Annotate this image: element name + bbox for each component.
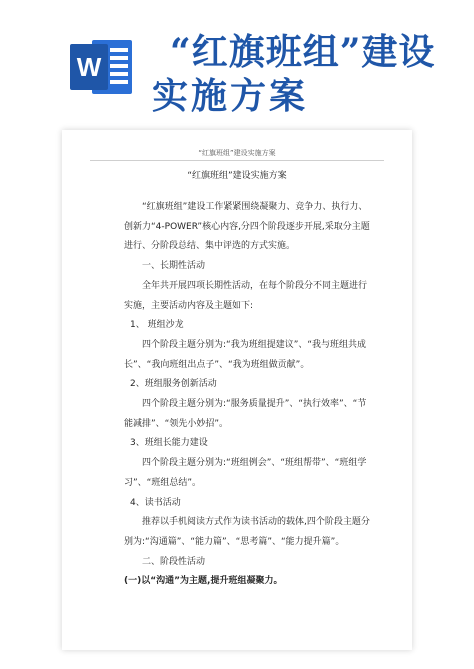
section-heading: 一、长期性活动 [142, 261, 206, 272]
cover-title-line1: “红旗班组”建设 [170, 31, 436, 73]
svg-text:W: W [76, 52, 102, 82]
body-paragraph: 全年共开展四项长期性活动，在每个阶段分不同主题进行实施，主要活动内容及主题如下: [124, 280, 368, 311]
subsection-heading: 1、 班组沙龙 [130, 320, 184, 331]
subsection-heading: 4、读书活动 [130, 497, 181, 508]
bold-subheading: (一)以“沟通”为主题,提升班组凝聚力。 [124, 576, 283, 587]
header-divider [90, 160, 384, 161]
subsection-heading: 3、班组长能力建设 [130, 438, 208, 449]
document-body [124, 198, 374, 592]
running-header: “红旗班组”建设实施方案 [198, 149, 276, 157]
intro-paragraph: “红旗班组”建设工作紧紧围绕凝聚力、竞争力、执行力、创新力“4-POWER”核心内容,分四个阶段逐步开展,采取分主题进行、分阶段总结、集中评选的方式实施。 [124, 202, 370, 252]
body-paragraph: 四个阶段主题分别为:“服务质量提升”、“执行效率”、“节能减排”、“领先小妙招”。 [124, 399, 367, 429]
subsection-heading: 2、班组服务创新活动 [130, 379, 217, 390]
body-paragraph: 推荐以手机阅读方式作为读书活动的载体,四个阶段主题分别为:“沟通篇”、“能力篇”、“思考篇”、“能力提升篇”。 [124, 517, 370, 547]
word-document-icon [70, 38, 134, 96]
cover-banner [0, 0, 474, 120]
body-paragraph: 四个阶段主题分别为:“我为班组提建议”、“我与班组共成长”、“我向班组出点子”、“我为班组做贡献”。 [124, 339, 367, 370]
section-heading: 二、阶段性活动 [142, 556, 206, 567]
cover-title-line2: 实施方案 [152, 75, 309, 117]
document-page [62, 130, 412, 650]
body-paragraph: 四个阶段主题分别为:“班组例会”、“班组帮带”、“班组学习”、“班组总结”。 [124, 458, 367, 488]
document-title: “红旗班组”建设实施方案 [187, 171, 287, 181]
